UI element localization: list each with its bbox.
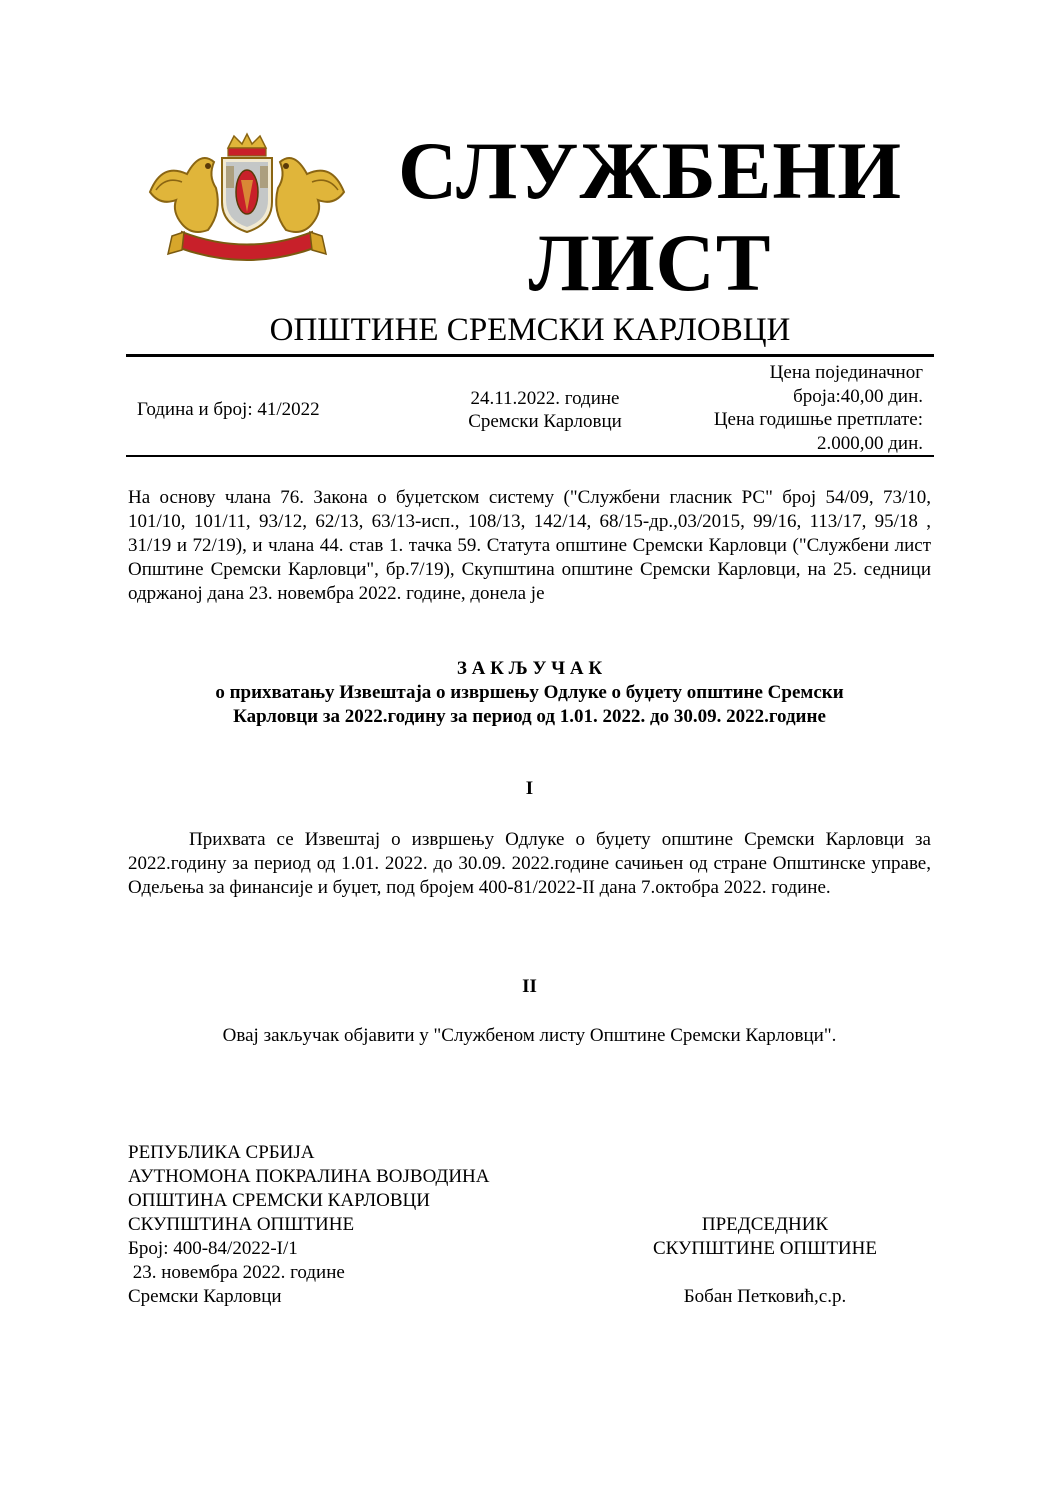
- issue-number: Година и број: 41/2022: [137, 399, 320, 420]
- issuer-line: 23. новембра 2022. године: [128, 1262, 345, 1283]
- intro-paragraph: На основу члана 76. Закона о буџетском систему ("Службени гласник РС" број 54/09, 73/10, 101/10, 101/11, 93/12, 62/13, 63/13-исп., 108/13, 142/14, 68/15-др.,03/2015, 99/16, 113/17, 95/18 , 31/19 и 72/19), и члана 44. став 1. тачка 59. Статута општине Сремски Карловци ("Службени лист Општине Сремски Карловци", бр.7/19), Скупштина општине Сремски Карловци, на 25. седници одржаној дана 23. новембра 2022. године, донела је: [128, 487, 931, 604]
- issuer-block: [128, 1141, 490, 1309]
- coat-of-arms-icon: [142, 132, 352, 268]
- conclusion-subject-line1: о прихватању Извештаја о извршењу Одлуке о буџету општине Сремски: [215, 682, 844, 703]
- president-title-block: [620, 1213, 910, 1261]
- masthead-top-rule: [126, 354, 934, 357]
- issuer-line: АУТНОМОНА ПОКРАЛИНА ВОЈВОДИНА: [128, 1166, 490, 1187]
- conclusion-title: З А К Љ У Ч А К: [456, 658, 603, 679]
- conclusion-subject-line2: Карловци за 2022.годину за период од 1.01. 2022. до 30.09. 2022.године: [233, 706, 826, 727]
- section-1-text: Прихвата се Извештај о извршењу Одлуке о буџету општине Сремски Карловци за 2022.годину за период од 1.01. 2022. до 30.09. 2022.године сачињен од стране Општинске управе, Одељења за финансије и буџет, под бројем 400-81/2022-II дана 7.октобра 2022. године.: [128, 829, 931, 898]
- issuer-line: СКУПШТИНА ОПШТИНЕ: [128, 1214, 355, 1235]
- price-line: броја:40,00 дин.: [793, 385, 923, 407]
- issue-place: Сремски Карловци: [468, 411, 622, 432]
- signer-name: Бобан Петковић,с.р.: [683, 1286, 847, 1307]
- price-line: Цена појединачног: [769, 362, 923, 383]
- issuer-line: ОПШТИНА СРЕМСКИ КАРЛОВЦИ: [128, 1190, 430, 1211]
- section-number-1: I: [525, 778, 534, 799]
- masthead-title-line1: СЛУЖБЕНИ: [397, 125, 902, 216]
- issuer-line: Број: 400-84/2022-I/1: [128, 1238, 298, 1259]
- masthead-bottom-rule: [126, 455, 934, 457]
- issue-date-place: [440, 387, 650, 433]
- masthead-subtitle: ОПШТИНЕ СРЕМСКИ КАРЛОВЦИ: [269, 312, 791, 348]
- president-title: ПРЕДСЕДНИК: [701, 1214, 829, 1235]
- issuer-line: Сремски Карловци: [128, 1286, 282, 1307]
- price-info: [650, 361, 923, 455]
- issue-date: 24.11.2022. године: [470, 388, 620, 409]
- price-line: Цена годишње претплате:: [713, 409, 923, 430]
- masthead-title-line2: ЛИСТ: [528, 217, 772, 308]
- president-body: СКУПШТИНЕ ОПШТИНЕ: [653, 1238, 877, 1259]
- conclusion-heading: [128, 657, 931, 729]
- issuer-line: РЕПУБЛИКА СРБИЈА: [128, 1142, 315, 1163]
- price-line: 2.000,00 дин.: [816, 432, 923, 454]
- section-number-2: II: [522, 976, 537, 997]
- section-2-text: Овај закључак објавити у "Службеном листу Општине Сремски Карловци".: [222, 1025, 837, 1046]
